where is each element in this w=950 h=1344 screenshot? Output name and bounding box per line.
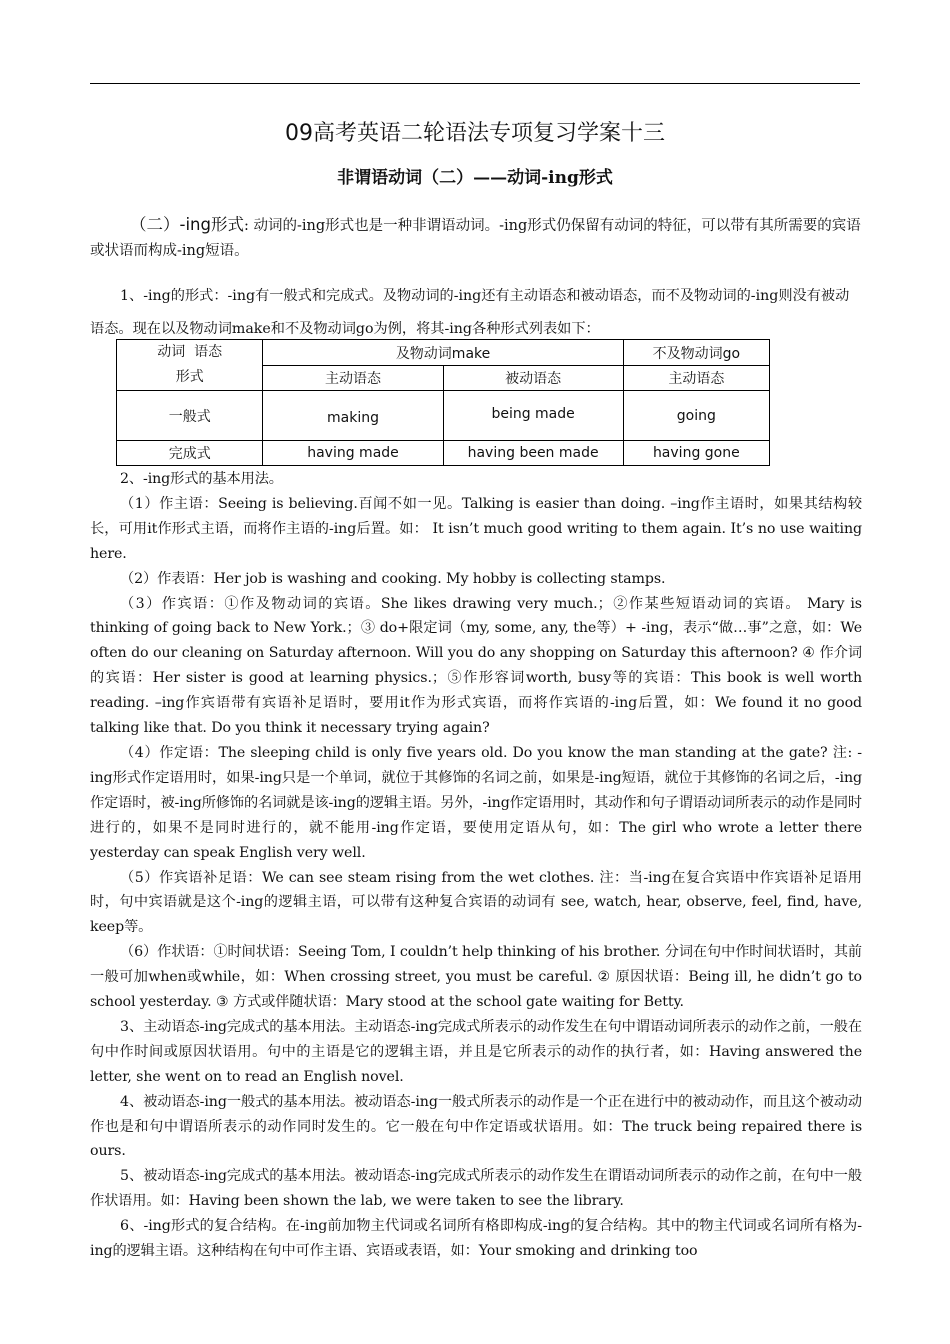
row-active: making: [263, 391, 443, 441]
corner-top-label: 动词 语态: [157, 344, 223, 360]
intro-lead: （二）-ing形式: [130, 215, 244, 234]
intro-paragraph: [90, 212, 862, 264]
active-voice-header: 主动语态: [263, 366, 443, 391]
usage-object-complement: （5）作宾语补足语：We can see steam rising from the wet clothes. 注：当-ing在复合宾语中作宾语补足语用时，句中宾语就是这个-ing的逻辑主语，可以带有这种复合宾语的动词有 see, watch, hear, observe, feel, find, have, keep等。: [90, 869, 862, 936]
forms-paragraph: 1、-ing的形式：-ing有一般式和完成式。及物动词的-ing还有主动语态和被动语态，而不及物动词的-ing则没有被动语态。现在以及物动词make和不及物动词go为例，将其-ing各种形式列表如下：: [90, 288, 850, 337]
header-rule: [90, 83, 860, 84]
intro-text: : 动词的-ing形式也是一种非谓语动词。-ing形式仍保留有动词的特征，可以带有其所需要的宾语或状语而构成-ing短语。: [90, 218, 861, 259]
usage-heading: 2、-ing形式的基本用法。: [120, 471, 283, 487]
row-active: having made: [263, 441, 443, 466]
usage-object: （3）作宾语：①作及物动词的宾语。She likes drawing very much.；②作某些短语动词的宾语。 Mary is thinking of going back to New York.；③ do+限定词（my, some, any, the等）+ -ing，表示“做…事”之意，如：We often do our cleaning on Saturday afternoon. Will you do any shopping on Saturday this afternoon? ④ 作介词的宾语：Her sister is good at learning physics.；⑤作形容词worth, busy等的宾语：This book is well worth reading. –ing作宾语带有宾语补足语时，要用it作为形式宾语，而将作宾语的-ing后置，如：We found it no good talking like that. Do you think it necessary trying again?: [90, 595, 862, 737]
table-row: [117, 441, 770, 466]
passive-simple-usage: 4、被动语态-ing一般式的基本用法。被动语态-ing一般式所表示的动作是一个正在进行中的被动动作，而且这个被动动作也是和句中谓语所表示的动作同时发生的。它一般在句中作定语或状语用。如：The truck being repaired there is ours.: [90, 1093, 862, 1160]
row-passive: being made: [443, 391, 623, 441]
page-title: 09高考英语二轮语法专项复习学案十三: [285, 121, 665, 146]
table-row: [117, 391, 770, 441]
table-corner-cell: [117, 340, 263, 391]
ing-forms-table: [116, 339, 770, 466]
active-perfect-usage: 3、主动语态-ing完成式的基本用法。主动语态-ing完成式所表示的动作发生在句中谓语动词所表示的动作之前，一般在句中作时间或原因状语用。句中的主语是它的逻辑主语，并且是它所表示的动作的执行者，如：Having answered the letter, she went on to read an English novel.: [90, 1018, 862, 1085]
compound-structure: 6、-ing形式的复合结构。在-ing前加物主代词或名词所有格即构成-ing的复合结构。其中的物主代词或名词所有格为-ing的逻辑主语。这种结构在句中可作主语、宾语或表语，如：Your smoking and drinking too: [90, 1218, 862, 1260]
transitive-header: 及物动词make: [263, 340, 623, 366]
usage-predicative: （2）作表语：Her job is washing and cooking. My hobby is collecting stamps.: [120, 570, 666, 587]
corner-bottom-label: 形式: [175, 369, 204, 385]
usage-attribute: （4）作定语：The sleeping child is only five years old. Do you know the man standing at the gate? 注: -ing形式作定语用时，如果-ing只是一个单词，就位于其修饰的名词之前，如果是-ing短语，就位于其修饰的名词之后，-ing作定语时，被-ing所修饰的名词就是该-ing的逻辑主语。另外，-ing作定语用时，其动作和句子谓语动词所表示的动作是同时进行的，如果不是同时进行的，就不能用-ing作定语，要使用定语从句，如：The girl who wrote a letter there yesterday can speak English very well.: [90, 744, 862, 861]
passive-perfect-usage: 5、被动语态-ing完成式的基本用法。被动语态-ing完成式所表示的动作发生在谓语动词所表示的动作之前，在句中一般作状语用。如：Having been shown the lab, we were taken to see the library.: [90, 1168, 862, 1210]
intransitive-header: 不及物动词go: [623, 340, 769, 366]
usage-adverbial: （6）作状语：①时间状语：Seeing Tom, I couldn’t help thinking of his brother. 分词在句中作时间状语时，其前一般可加when或while，如：When crossing street, you must be careful. ② 原因状语：Being ill, he didn’t go to school yesterday. ③ 方式或伴随状语：Mary stood at the school gate waiting for Betty.: [90, 944, 862, 1011]
usage-body: [90, 467, 862, 1264]
row-form: 一般式: [117, 391, 263, 441]
page-subtitle: 非谓语动词（二）——动词-ing形式: [337, 168, 613, 188]
row-intransitive: having gone: [623, 441, 769, 466]
row-form: 完成式: [117, 441, 263, 466]
passive-voice-header: 被动语态: [443, 366, 623, 391]
row-passive: having been made: [443, 441, 623, 466]
row-intransitive: going: [623, 391, 769, 441]
intransitive-active-header: 主动语态: [623, 366, 769, 391]
usage-subject: （1）作主语：Seeing is believing.百闻不如一见。Talking is easier than doing. –ing作主语时，如果其结构较长，可用it作形式主语，而将作主语的-ing后置。如： It isn’t much good writing to them again. It’s no use waiting here.: [90, 495, 862, 562]
